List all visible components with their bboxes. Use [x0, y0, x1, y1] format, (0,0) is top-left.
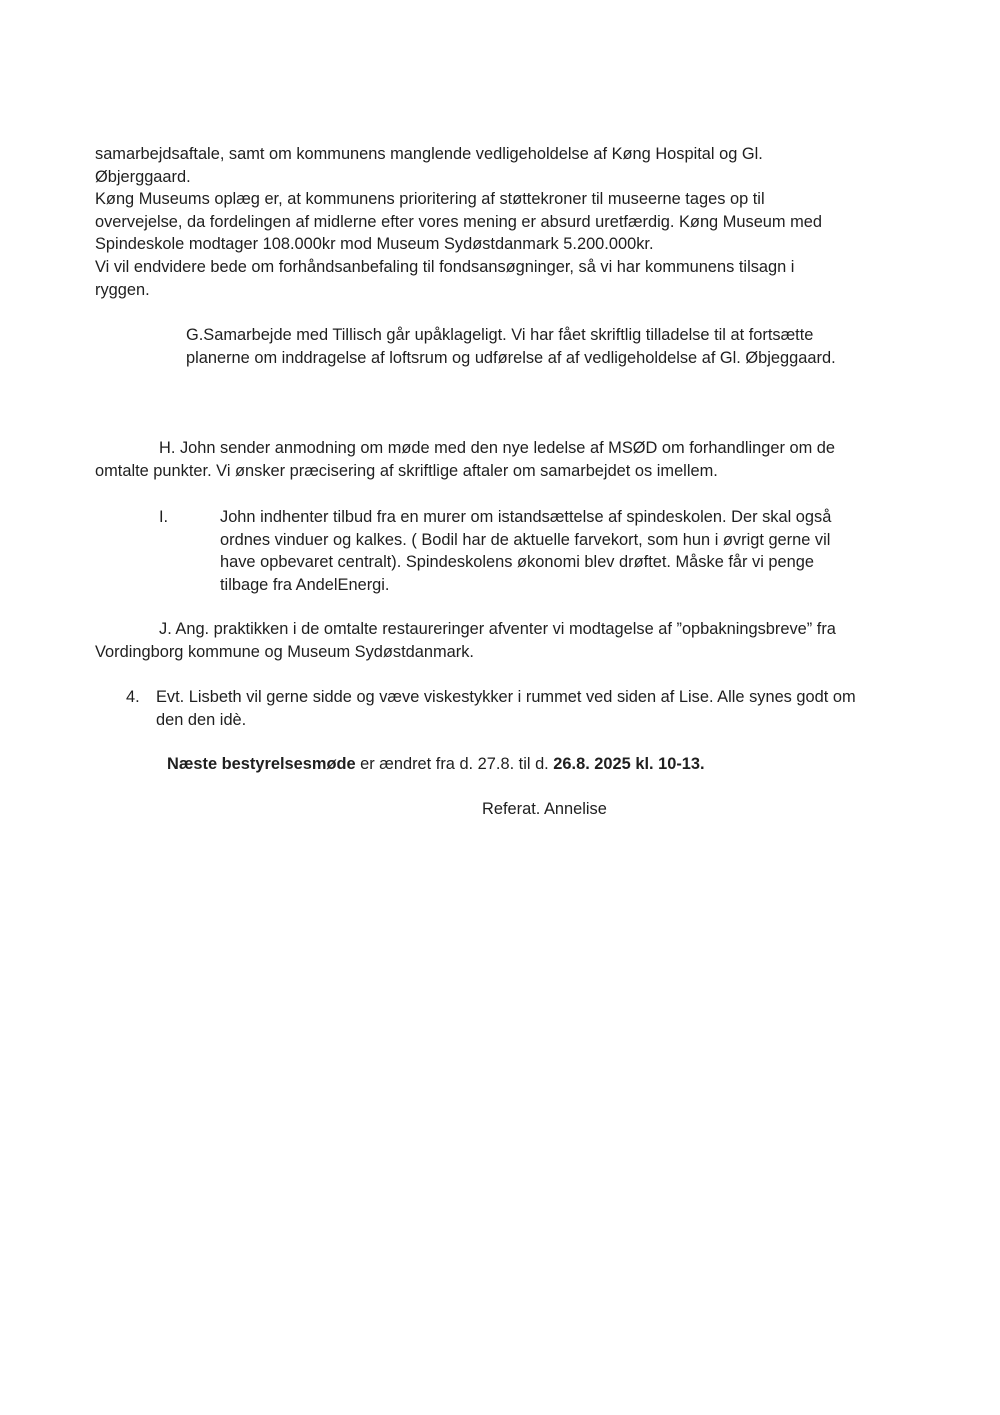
text-line: John indhenter tilbud fra en murer om istandsættelse af spindeskolen. Der skal også: [220, 508, 832, 526]
agenda-item-i: [220, 506, 831, 596]
text-line: planerne om inddragelse af loftsrum og udførelse af af vedligeholdelse af Gl. Øbjeggaard.: [186, 348, 836, 367]
text-line: ryggen.: [95, 280, 150, 299]
paragraph-intro: [95, 143, 822, 301]
next-meeting-text: er ændret fra d. 27.8. til d.: [355, 755, 554, 773]
text-line: Spindeskole modtager 108.000kr mod Museum Sydøstdanmark 5.200.000kr.: [95, 235, 654, 254]
agenda-item-j: [95, 618, 836, 663]
next-meeting-note: [167, 753, 705, 776]
agenda-item-4: [156, 686, 856, 731]
text-line: Evt. Lisbeth vil gerne sidde og væve viskestykker i rummet ved siden af Lise. Alle synes godt om: [156, 688, 856, 706]
text-line: overvejelse, da fordelingen af midlerne efter vores mening er absurd uretfærdig. Køng Museum med: [95, 212, 823, 231]
text-line: Øbjerggaard.: [95, 167, 191, 186]
text-line: have opbevaret centralt). Spindeskolens økonomi blev drøftet. Måske får vi penge: [220, 553, 815, 572]
agenda-item-4-marker: 4.: [126, 688, 140, 706]
next-meeting-date: 26.8. 2025 kl. 10-13.: [553, 755, 705, 773]
text-line: Vordingborg kommune og Museum Sydøstdanmark.: [95, 642, 474, 661]
text-line: J. Ang. praktikken i de omtalte restaureringer afventer vi modtagelse af ”opbakningsbreve” fra: [159, 620, 836, 638]
agenda-item-h: [95, 437, 835, 482]
text-line: H. John sender anmodning om møde med den nye ledelse af MSØD om forhandlinger om de: [159, 439, 836, 457]
agenda-item-g: [186, 324, 836, 369]
signature: Referat. Annelise: [482, 800, 607, 818]
text-line: G.Samarbejde med Tillisch går upåklageligt. Vi har fået skriftlig tilladelse til at fortsætte: [186, 326, 814, 344]
text-line: Vi vil endvidere bede om forhåndsanbefaling til fondsansøgninger, så vi har kommunens tilsagn i: [95, 257, 795, 276]
text-line: den den idè.: [156, 710, 247, 729]
text-line: Køng Museums oplæg er, at kommunens prioritering af støttekroner til museerne tages op til: [95, 190, 765, 209]
agenda-item-i-marker: I.: [159, 508, 169, 526]
text-line: samarbejdsaftale, samt om kommunens manglende vedligeholdelse af Køng Hospital og Gl.: [95, 145, 763, 163]
next-meeting-label: Næste bestyrelsesmøde: [167, 755, 356, 773]
text-line: omtalte punkter. Vi ønsker præcisering af skriftlige aftaler om samarbejdet os imellem.: [95, 461, 718, 480]
text-line: tilbage fra AndelEnergi.: [220, 575, 390, 594]
text-line: ordnes vinduer og kalkes. ( Bodil har de aktuelle farvekort, som hun i øvrigt gerne vil: [220, 530, 831, 549]
